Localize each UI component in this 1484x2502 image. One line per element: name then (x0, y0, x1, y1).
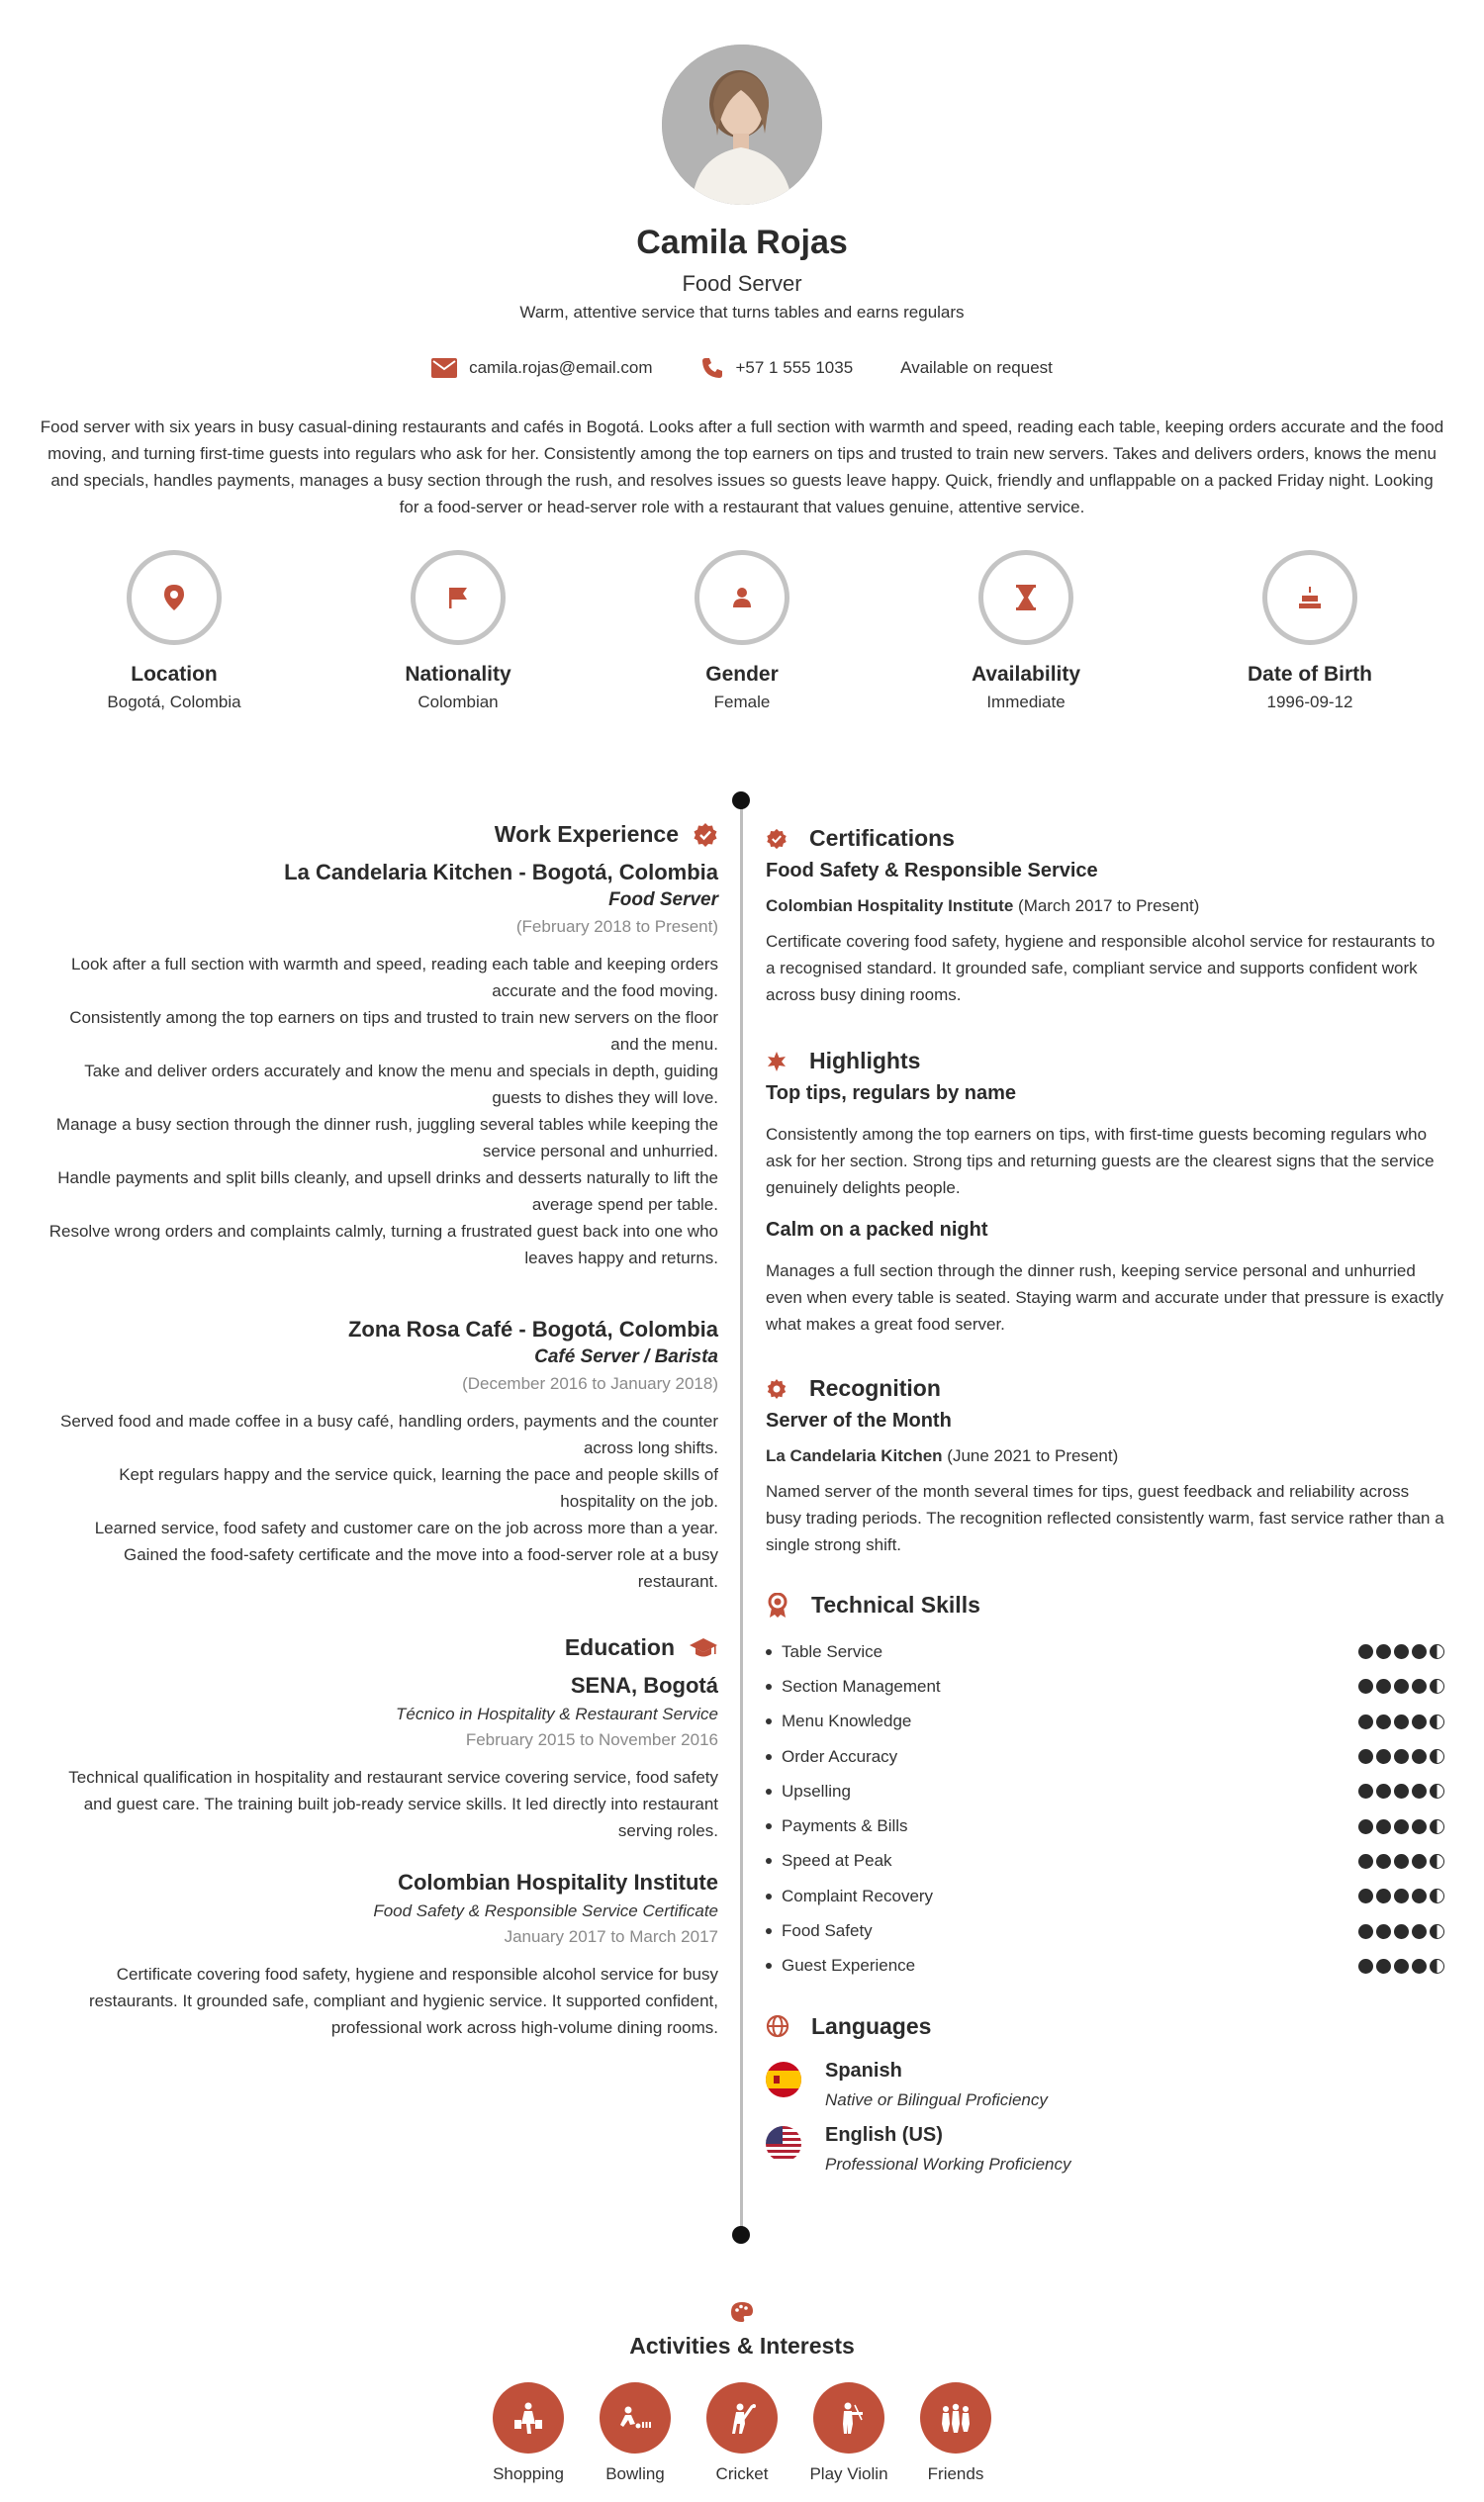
job-entry (40, 860, 718, 1271)
fact-value: Immediate (986, 693, 1066, 711)
language-name: Spanish (825, 2059, 902, 2082)
job-bullet: Kept regulars happy and the service quick, learning the pace and people skills of hospitality on the job. (119, 1465, 718, 1511)
right-column (766, 825, 1444, 2175)
rating-dot (1376, 1959, 1391, 1974)
rating-dot (1430, 1959, 1444, 1974)
violin-icon (831, 2400, 867, 2436)
email-icon (431, 358, 457, 378)
rating-dot (1358, 1679, 1373, 1694)
skill-row (766, 1844, 1444, 1879)
rating-dot (1394, 1889, 1409, 1903)
job-headline: Food Server (682, 271, 802, 296)
rating-dot (1358, 1889, 1373, 1903)
rating-dot (1412, 1924, 1427, 1939)
recognition-header (766, 1375, 1444, 1402)
education-institution: Colombian Hospitality Institute (398, 1870, 718, 1895)
rating-dot (1376, 1854, 1391, 1869)
job-bullet: Gained the food-safety certificate and the move into a food-server role at a busy restaurant. (123, 1545, 718, 1591)
rating-dot (1412, 1854, 1427, 1869)
job-date: (December 2016 to January 2018) (462, 1374, 718, 1393)
rating-dot (1376, 1644, 1391, 1659)
skill-name: Speed at Peak (766, 1851, 892, 1871)
work-experience-header (40, 821, 718, 848)
job-bullet: Resolve wrong orders and complaints calmly, turning a frustrated guest back into one who leaves happy and returns. (48, 1222, 718, 1267)
left-column (40, 821, 718, 2041)
fact-location (55, 550, 293, 712)
skill-name: Order Accuracy (766, 1747, 897, 1767)
rating-dot (1358, 1819, 1373, 1834)
rating-dot (1376, 1924, 1391, 1939)
palette-icon (730, 2301, 754, 2328)
skill-name: Upselling (766, 1782, 851, 1802)
rating-dot (1430, 1749, 1444, 1764)
section-title: Education (564, 1634, 675, 1660)
skill-rating (1358, 1784, 1444, 1799)
rating-dot (1358, 1784, 1373, 1799)
fact-gender (623, 550, 861, 712)
certification-description: Certificate covering food safety, hygiene and responsible alcohol service for restaurants to a recognised standard. It grounded safe, compliant service and supports confident work across busy dining rooms. (766, 932, 1436, 1004)
profile-summary: Food server with six years in busy casual-dining restaurants and cafés in Bogotá. Looks after a full section with warmth and speed, reading each table, keeping orders accurate and the food moving, and turning first-time guests into regulars who ask for her. Consistently among the top earners on tips and trusted to train new servers. Takes and delivers orders, knows the menu and specials, handles payments, manages a busy section through the rush, and resolves issues so guests leave happy. Quick, friendly and unflappable on a packed Friday night. Looking for a food-server or head-server role with a restaurant that values genuine, attentive service. (40, 417, 1444, 516)
fact-value: Bogotá, Colombia (107, 693, 241, 711)
fact-label: Date of Birth (1248, 663, 1372, 686)
fact-nationality (339, 550, 577, 712)
birthday-cake-icon (1298, 586, 1322, 609)
rating-dot (1358, 1749, 1373, 1764)
rating-dot (1430, 1924, 1444, 1939)
fact-value: Female (713, 693, 771, 711)
person-icon (731, 587, 753, 608)
highlights-header (766, 1048, 1444, 1074)
star-burst-icon (766, 1051, 788, 1072)
section-title: Work Experience (494, 821, 679, 847)
job-bullet: Handle payments and split bills cleanly, and upsell drinks and desserts naturally to lift the average spend per table. (57, 1168, 718, 1214)
rating-dot (1376, 1889, 1391, 1903)
skill-row (766, 1808, 1444, 1843)
job-bullet: Served food and made coffee in a busy café, handling orders, payments and the counter across long shifts. (59, 1412, 718, 1457)
skill-row (766, 1705, 1444, 1739)
fact-label: Nationality (405, 663, 511, 686)
education-date: January 2017 to March 2017 (504, 1927, 718, 1946)
education-degree: Técnico in Hospitality & Restaurant Service (396, 1705, 718, 1723)
interest-label: Play Violin (809, 2464, 888, 2483)
interest-label: Cricket (715, 2464, 769, 2483)
globe-icon (766, 2014, 789, 2038)
job-bullet: Manage a busy section through the dinner rush, juggling several tables while keeping the service personal and unhurried. (55, 1115, 718, 1160)
certification-date: (March 2017 to Present) (1018, 896, 1200, 915)
rating-dot (1376, 1679, 1391, 1694)
education-entry (40, 1870, 718, 2041)
job-bullet: Consistently among the top earners on tips and trusted to train new servers on the floor and the menu. (69, 1008, 718, 1054)
hourglass-icon (1015, 585, 1037, 610)
skill-rating (1358, 1819, 1444, 1834)
job-role: Café Server / Barista (534, 1346, 718, 1367)
section-title: Recognition (809, 1375, 941, 1401)
highlight-title: Top tips, regulars by name (766, 1082, 1017, 1104)
skill-rating (1358, 1644, 1444, 1659)
job-bullets (40, 951, 718, 1271)
timeline-line (740, 799, 743, 2234)
skill-row (766, 1879, 1444, 1913)
rating-dot (1358, 1924, 1373, 1939)
rating-dot (1412, 1679, 1427, 1694)
skills-list (766, 1634, 1444, 1984)
rating-dot (1430, 1784, 1444, 1799)
section-title: Technical Skills (811, 1592, 980, 1618)
language-item (766, 2060, 1444, 2110)
job-bullets (40, 1408, 718, 1595)
skill-name: Table Service (766, 1642, 882, 1662)
language-level: Professional Working Proficiency (825, 2154, 1071, 2174)
award-ribbon-icon (766, 1593, 789, 1619)
fact-value: 1996-09-12 (1266, 693, 1353, 711)
rating-dot (1412, 1714, 1427, 1729)
timeline-dot-bottom (732, 2226, 750, 2244)
job-bullet: Learned service, food safety and customer care on the job across more than a year. (94, 1519, 718, 1537)
recognition-meta (766, 1446, 1444, 1466)
section-title: Highlights (809, 1048, 921, 1073)
skill-row (766, 1634, 1444, 1669)
contact-row (0, 356, 1484, 380)
shopping-icon (510, 2400, 546, 2436)
skill-rating (1358, 1959, 1444, 1974)
highlight-description: Consistently among the top earners on tips, with first-time guests becoming regulars who ask for her section. Strong tips and returning guests are the clearest signs that the service genuinely delights people. (766, 1125, 1435, 1197)
rating-dot (1412, 1819, 1427, 1834)
skill-row (766, 1913, 1444, 1948)
education-date: February 2015 to November 2016 (465, 1730, 718, 1749)
skill-rating (1358, 1714, 1444, 1729)
job-employer: Zona Rosa Café - Bogotá, Colombia (347, 1317, 718, 1342)
rating-dot (1394, 1644, 1409, 1659)
rating-dot (1394, 1749, 1409, 1764)
verified-badge-icon (693, 822, 718, 848)
recognition-issuer: La Candelaria Kitchen (766, 1446, 943, 1465)
rating-dot (1430, 1644, 1444, 1659)
fact-label: Location (131, 663, 218, 686)
rating-dot (1412, 1959, 1427, 1974)
skills-header (766, 1592, 1444, 1619)
candidate-name: Camila Rojas (636, 224, 848, 261)
rating-dot (1358, 1714, 1373, 1729)
education-entry (40, 1673, 718, 1844)
education-institution: SENA, Bogotá (570, 1673, 718, 1698)
skill-rating (1358, 1854, 1444, 1869)
interest-item (586, 2382, 685, 2485)
certifications-header (766, 825, 1444, 852)
highlight-description: Manages a full section through the dinner rush, keeping service personal and unhurried even when every table is seated. Staying warm and accurate under that pressure is exactly what makes a great food server. (766, 1261, 1444, 1334)
rating-dot (1430, 1819, 1444, 1834)
rating-dot (1430, 1714, 1444, 1729)
rating-dot (1412, 1889, 1427, 1903)
friends-icon (938, 2400, 974, 2436)
phone-contact[interactable] (700, 356, 854, 380)
rating-dot (1412, 1749, 1427, 1764)
education-header (40, 1634, 718, 1661)
language-name: English (US) (825, 2123, 943, 2146)
interests-title: Activities & Interests (629, 2333, 855, 2359)
fact-value: Colombian (417, 693, 499, 711)
highlight-title: Calm on a packed night (766, 1219, 988, 1241)
fact-label: Availability (971, 663, 1081, 686)
us-flag-icon (766, 2126, 801, 2162)
recognition-name: Server of the Month (766, 1410, 952, 1432)
rating-dot (1394, 1854, 1409, 1869)
job-bullet: Take and deliver orders accurately and know the menu and specials in depth, guiding guests to dishes they will love. (84, 1062, 718, 1107)
skill-name: Complaint Recovery (766, 1887, 933, 1906)
interest-item (479, 2382, 578, 2485)
graduation-cap-icon (689, 1636, 718, 1660)
rating-dot (1376, 1749, 1391, 1764)
section-title: Certifications (809, 825, 955, 851)
email-contact[interactable] (431, 356, 652, 380)
bowling-icon (617, 2400, 653, 2436)
interest-label: Bowling (605, 2464, 665, 2483)
rating-dot (1358, 1959, 1373, 1974)
education-description: Technical qualification in hospitality and restaurant service covering service, food safety and guest care. The training built job-ready service skills. It led directly into restaurant serving roles. (68, 1768, 718, 1840)
certification-meta (766, 896, 1444, 916)
availability-text: Available on request (900, 358, 1053, 377)
phone-text: +57 1 555 1035 (735, 358, 854, 377)
rating-dot (1394, 1924, 1409, 1939)
recognition-description: Named server of the month several times for tips, guest feedback and reliability across busy trading periods. The recognition reflected consistently warm, fast service rather than a single strong shift. (766, 1482, 1444, 1554)
skill-rating (1358, 1889, 1444, 1903)
rating-dot (1394, 1959, 1409, 1974)
job-employer: La Candelaria Kitchen - Bogotá, Colombia (284, 860, 718, 884)
education-degree: Food Safety & Responsible Service Certificate (373, 1901, 718, 1920)
skill-name: Guest Experience (766, 1956, 915, 1976)
certification-name: Food Safety & Responsible Service (766, 860, 1098, 881)
rating-dot (1394, 1714, 1409, 1729)
language-level: Native or Bilingual Proficiency (825, 2089, 1048, 2109)
section-title: Languages (811, 2012, 932, 2039)
job-bullet: Look after a full section with warmth and speed, reading each table and keeping orders accurate and the food moving. (71, 955, 718, 1000)
interest-item (799, 2382, 898, 2485)
skill-name: Menu Knowledge (766, 1712, 911, 1731)
rating-dot (1376, 1819, 1391, 1834)
cricket-icon (724, 2400, 760, 2436)
rating-dot (1430, 1854, 1444, 1869)
fact-availability (907, 550, 1145, 712)
languages-header (766, 2013, 1444, 2040)
skill-row (766, 1669, 1444, 1704)
gear-award-icon (766, 1378, 788, 1400)
rating-dot (1412, 1784, 1427, 1799)
fact-label: Gender (705, 663, 779, 686)
flag-icon (447, 586, 469, 609)
timeline-dot-top (732, 791, 750, 809)
skill-name: Payments & Bills (766, 1816, 908, 1836)
skill-rating (1358, 1924, 1444, 1939)
job-date: (February 2018 to Present) (515, 917, 718, 936)
location-pin-icon (163, 585, 185, 610)
interest-label: Friends (927, 2464, 984, 2483)
spain-flag-icon (766, 2062, 801, 2097)
job-entry (40, 1317, 718, 1595)
job-role: Food Server (608, 889, 718, 910)
language-item (766, 2124, 1444, 2175)
rating-dot (1394, 1819, 1409, 1834)
rating-dot (1376, 1714, 1391, 1729)
profile-photo-icon (662, 45, 822, 205)
skill-name: Section Management (766, 1677, 941, 1697)
education-description: Certificate covering food safety, hygiene and responsible alcohol service for busy restaurants. It grounded safe, compliant and hygienic service. It supported confident, professional work across high-volume dining rooms. (89, 1965, 718, 2037)
skill-row (766, 1774, 1444, 1808)
rating-dot (1394, 1784, 1409, 1799)
rating-dot (1412, 1644, 1427, 1659)
rating-dot (1430, 1679, 1444, 1694)
certification-issuer: Colombian Hospitality Institute (766, 896, 1014, 915)
skill-name: Food Safety (766, 1921, 873, 1941)
availability-contact (900, 356, 1053, 380)
certificate-badge-icon (766, 828, 788, 850)
tagline: Warm, attentive service that turns tables and earns regulars (519, 303, 965, 322)
rating-dot (1358, 1644, 1373, 1659)
rating-dot (1376, 1784, 1391, 1799)
skill-row (766, 1739, 1444, 1774)
skill-rating (1358, 1749, 1444, 1764)
avatar (662, 45, 822, 205)
fact-date-of-birth (1191, 550, 1429, 712)
interest-item (693, 2382, 791, 2485)
rating-dot (1358, 1854, 1373, 1869)
interest-item (906, 2382, 1005, 2485)
recognition-date: (June 2021 to Present) (947, 1446, 1119, 1465)
skill-rating (1358, 1679, 1444, 1694)
rating-dot (1430, 1889, 1444, 1903)
rating-dot (1394, 1679, 1409, 1694)
interest-label: Shopping (493, 2464, 564, 2483)
skill-row (766, 1949, 1444, 1984)
email-text: camila.rojas@email.com (469, 358, 653, 377)
phone-icon (700, 356, 724, 380)
